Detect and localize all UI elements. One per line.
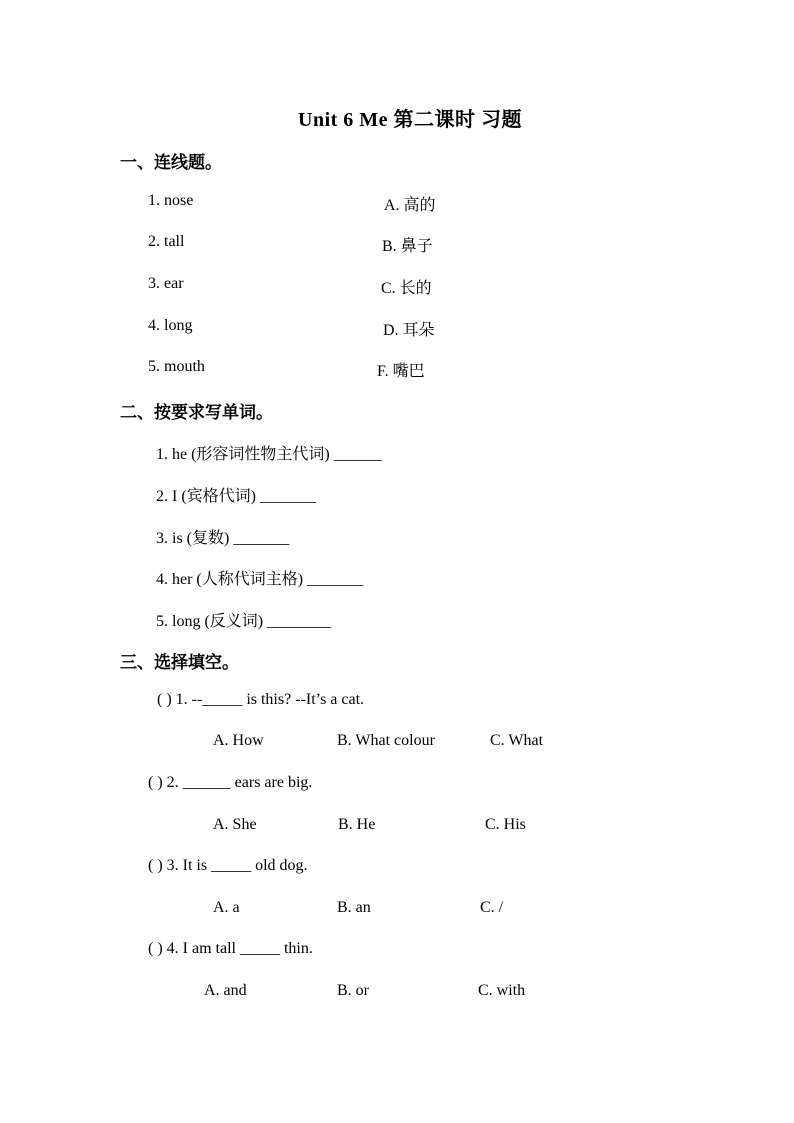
option-c: C. / bbox=[480, 899, 504, 916]
option-a: A. How bbox=[213, 732, 264, 749]
match-right-item: F. 嘴巴 bbox=[377, 363, 425, 380]
word-exercise-item: 4. her (人称代词主格) _______ bbox=[156, 571, 364, 588]
option-a: A. a bbox=[213, 899, 240, 916]
option-a: A. and bbox=[204, 982, 247, 999]
match-left-item: 2. tall bbox=[148, 233, 185, 250]
match-right-item: B. 鼻子 bbox=[382, 238, 433, 255]
option-a: A. She bbox=[213, 816, 257, 833]
word-exercise-item: 1. he (形容词性物主代词) ______ bbox=[156, 446, 382, 463]
option-c: C. What bbox=[490, 732, 544, 749]
match-left-item: 4. long bbox=[148, 317, 193, 334]
match-right-item: A. 高的 bbox=[384, 197, 436, 214]
option-c: C. with bbox=[478, 982, 526, 999]
word-exercise-item: 5. long (反义词) ________ bbox=[156, 613, 332, 630]
option-c: C. His bbox=[485, 816, 526, 833]
section1-heading: 一、连线题。 bbox=[120, 153, 222, 172]
question-stem: ( ) 3. It is _____ old dog. bbox=[148, 857, 308, 874]
match-left-item: 1. nose bbox=[148, 192, 194, 209]
section3-heading: 三、选择填空。 bbox=[120, 653, 239, 672]
worksheet-title: Unit 6 Me 第二课时 习题 bbox=[298, 109, 523, 131]
word-exercise-item: 3. is (复数) _______ bbox=[156, 530, 290, 547]
section2-heading: 二、按要求写单词。 bbox=[120, 403, 273, 422]
question-stem: ( ) 2. ______ ears are big. bbox=[148, 774, 313, 791]
match-right-item: D. 耳朵 bbox=[383, 322, 435, 339]
match-left-item: 3. ear bbox=[148, 275, 184, 292]
option-b: B. What colour bbox=[337, 732, 435, 749]
word-exercise-item: 2. I (宾格代词) _______ bbox=[156, 488, 316, 505]
question-stem: ( ) 4. I am tall _____ thin. bbox=[148, 940, 313, 957]
option-b: B. He bbox=[338, 816, 376, 833]
match-right-item: C. 长的 bbox=[381, 280, 432, 297]
match-left-item: 5. mouth bbox=[148, 358, 205, 375]
option-b: B. an bbox=[337, 899, 371, 916]
question-stem: ( ) 1. --_____ is this? --It’s a cat. bbox=[157, 691, 365, 708]
option-b: B. or bbox=[337, 982, 369, 999]
